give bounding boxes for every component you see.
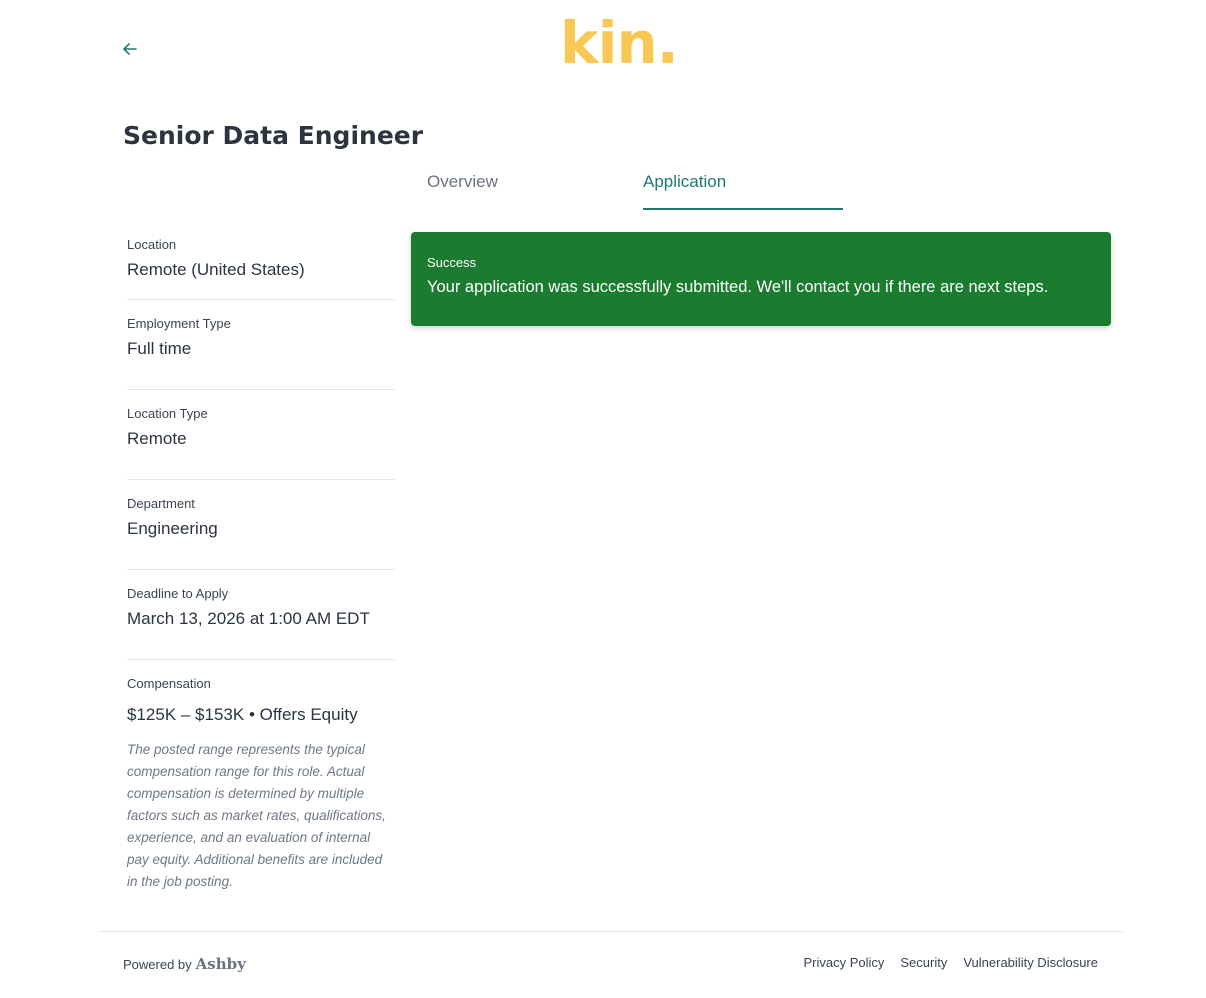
footer-links [803, 955, 1098, 970]
deadline-field [127, 570, 395, 660]
department-value: Engineering [127, 519, 218, 538]
back-button[interactable] [119, 38, 141, 60]
tab-overview[interactable]: Overview [427, 172, 498, 191]
location-type-field [127, 390, 395, 480]
deadline-value: March 13, 2026 at 1:00 AM EDT [127, 609, 370, 628]
location-type-label: Location Type [127, 406, 208, 421]
alert-message: Your application was successfully submitted. We'll contact you if there are next steps. [427, 278, 1049, 296]
department-field [127, 480, 395, 570]
page-title: Senior Data Engineer [123, 121, 424, 150]
tab-application[interactable]: Application [643, 172, 843, 210]
deadline-label: Deadline to Apply [127, 586, 229, 601]
tab-bar [427, 172, 847, 216]
location-type-value: Remote [127, 429, 187, 448]
employment-type-field [127, 300, 395, 390]
powered-by [123, 955, 246, 973]
location-field [127, 232, 395, 300]
location-label: Location [127, 237, 177, 252]
compensation-value: $125K – $153K • Offers Equity [127, 705, 358, 724]
powered-by-label: Powered by [123, 957, 192, 972]
location-value: Remote (United States) [127, 260, 305, 279]
arrow-left-icon [122, 41, 138, 57]
employment-type-label: Employment Type [127, 316, 231, 331]
success-alert [411, 232, 1111, 326]
footer-divider [98, 931, 1123, 932]
privacy-policy-link[interactable]: Privacy Policy [803, 955, 885, 970]
ashby-logo[interactable]: Ashby [195, 955, 246, 973]
compensation-field [127, 660, 395, 893]
alert-title: Success [427, 255, 477, 270]
security-link[interactable]: Security [900, 955, 948, 970]
department-label: Department [127, 496, 195, 511]
employment-type-value: Full time [127, 339, 192, 358]
vulnerability-disclosure-link[interactable]: Vulnerability Disclosure [963, 955, 1098, 970]
company-logo[interactable]: kin. [560, 9, 678, 77]
compensation-label: Compensation [127, 676, 211, 691]
job-details-sidebar [127, 232, 395, 893]
compensation-note: The posted range represents the typical compensation range for this role. Actual compensation is determined by multiple factors such as market rates, qualifications, experience, and an evaluation of internal pay equity. Additional benefits are included in the job posting. [127, 742, 386, 889]
